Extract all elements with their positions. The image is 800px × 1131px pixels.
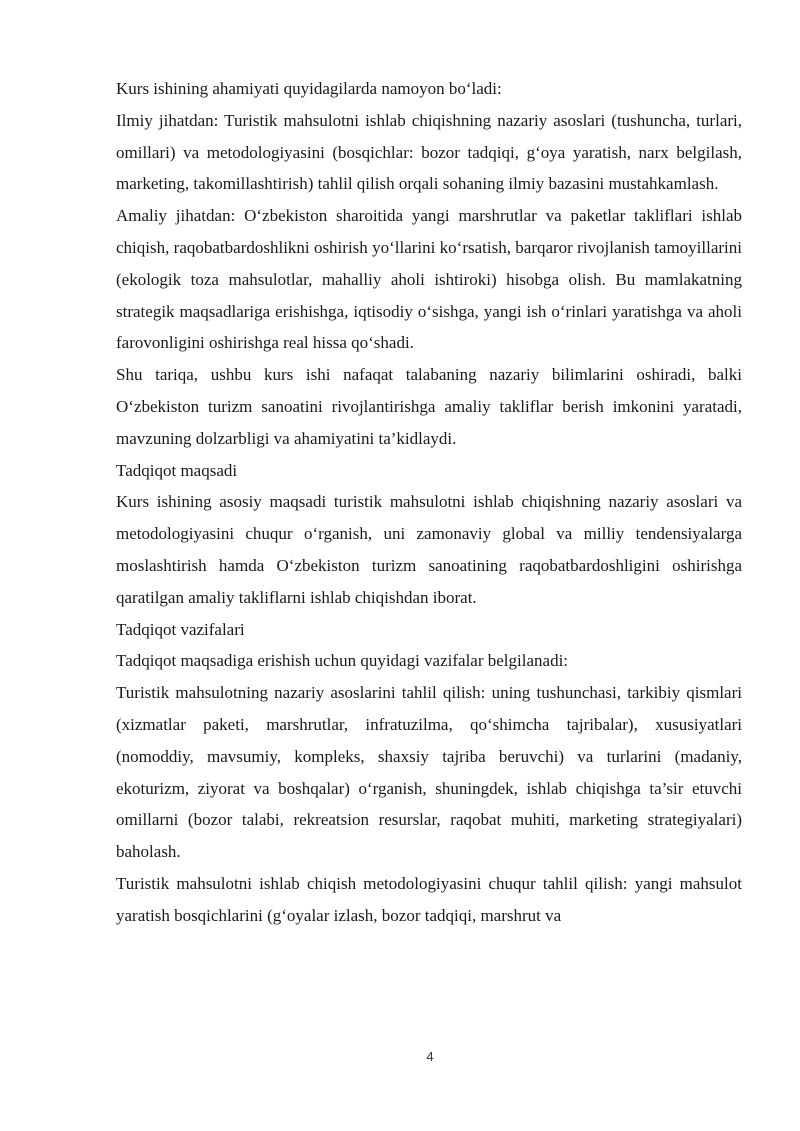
paragraph-intro: Kurs ishining ahamiyati quyidagilarda namoyon bo‘ladi:	[116, 79, 502, 98]
paragraph-conclusion: Shu tariqa, ushbu kurs ishi nafaqat talabaning nazariy bilimlarini oshiradi, balki O‘zbekiston turizm sanoatini rivojlantirishga amaliy takliflar berish imkonini yaratadi, mavzuning dolzarbligi va ahamiyatini ta’kidlaydi.	[116, 365, 742, 448]
paragraph-task-methodology: Turistik mahsulotni ishlab chiqish metodologiyasini chuqur tahlil qilish: yangi mahsulot yaratish bosqichlarini (g‘oyalar izlash, bozor tadqiqi, marshrut va	[116, 873, 742, 925]
page-number: 4	[426, 1049, 434, 1064]
paragraph-task-theory: Turistik mahsulotning nazariy asoslarini tahlil qilish: uning tushunchasi, tarkibiy qismlari (xizmatlar paketi, marshrutlar, infratuzilma, qo‘shimcha tajribalar), xususiyatlari (nomoddiy, mavsumiy, kompleks, shaxsiy tajriba beruvchi) va turlarini (madaniy, ekoturizm, ziyorat va boshqalar) o‘rganish, shuningdek, ishlab chiqishga ta’sir etuvchi omillarni (bozor talabi, rekreatsion resurslar, raqobat muhiti, marketing strategiyalari) baholash.	[116, 683, 742, 862]
paragraph-scientific: Ilmiy jihatdan: Turistik mahsulotni ishlab chiqishning nazariy asoslari (tushuncha, turlari, omillari) va metodologiyasini (bosqichlar: bozor tadqiqi, g‘oya yaratish, narx belgilash, marketing, takomillashtirish) tahlil qilish orqali sohaning ilmiy bazasini mustahkamlash.	[116, 110, 742, 194]
heading-research-tasks: Tadqiqot vazifalari	[116, 619, 245, 639]
paragraph-practical: Amaliy jihatdan: O‘zbekiston sharoitida yangi marshrutlar va paketlar takliflari ishlab chiqish, raqobatbardoshlikni oshirish yo‘llarini ko‘rsatish, barqaror rivojlanish tamoyillarini (ekologik toza mahsulotlar, mahalliy aholi ishtiroki) hisobga olish. Bu mamlakatning strategik maqsadlariga erishishga, iqtisodiy o‘sishga, yangi ish o‘rinlari yaratishga va aholi farovonligini oshirishga real hissa qo‘shadi.	[116, 206, 742, 353]
paragraph-research-goal: Kurs ishining asosiy maqsadi turistik mahsulotni ishlab chiqishning nazariy asoslari va metodologiyasini chuqur o‘rganish, uni zamonaviy global va milliy tendensiyalarga moslashtirish hamda O‘zbekiston turizm sanoatining raqobatbardoshligini oshirishga qaratilgan amaliy takliflarni ishlab chiqishdan iborat.	[116, 492, 742, 607]
heading-research-goal: Tadqiqot maqsadi	[116, 460, 238, 480]
body-text	[116, 73, 742, 932]
paragraph-tasks-intro: Tadqiqot maqsadiga erishish uchun quyidagi vazifalar belgilanadi:	[116, 651, 569, 671]
